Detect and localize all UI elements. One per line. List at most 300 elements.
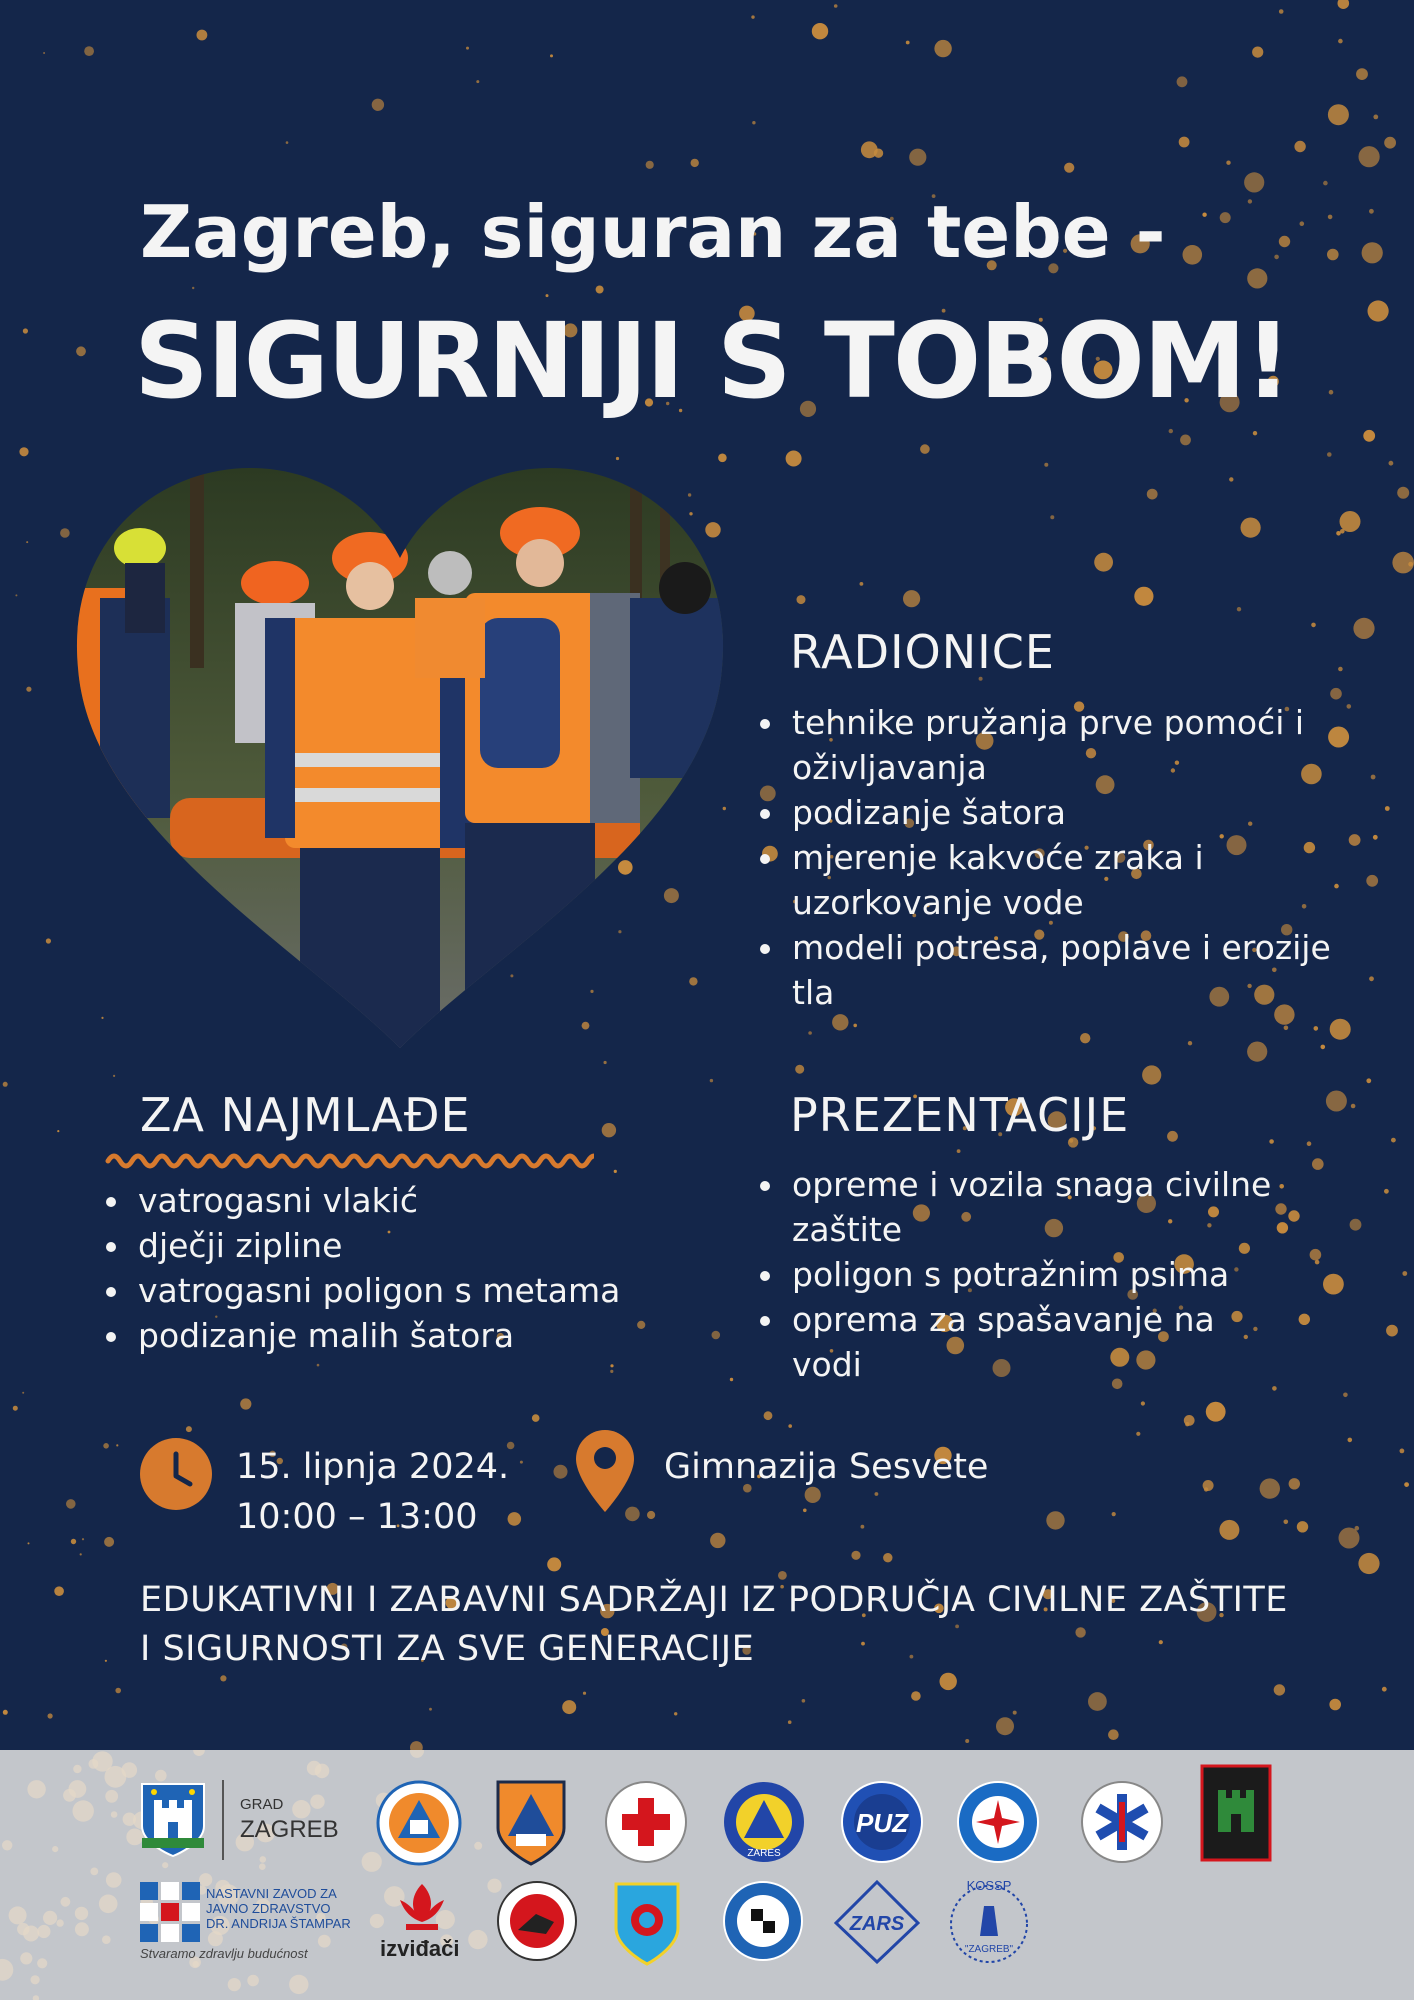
decorative-dot xyxy=(1188,1041,1192,1045)
institute-line: NASTAVNI ZAVOD ZA xyxy=(206,1886,337,1901)
decorative-dot xyxy=(861,1525,865,1529)
zars-text: ZARS xyxy=(849,1913,905,1935)
decorative-dot xyxy=(1366,1078,1371,1083)
decorative-dot xyxy=(1204,1487,1208,1491)
decorative-dot xyxy=(1252,47,1263,58)
list-item: tehnike pružanja prve pomoći i oživljavanja xyxy=(758,700,1338,790)
decorative-dot xyxy=(1338,667,1343,672)
civilna-zastita-zagreb-icon xyxy=(376,1780,462,1866)
decorative-dot xyxy=(199,1873,212,1886)
decorative-dot xyxy=(30,1975,39,1984)
list-item: podizanje malih šatora xyxy=(104,1313,704,1358)
decorative-dot xyxy=(1312,1158,1324,1170)
decorative-dot xyxy=(906,41,910,45)
decorative-dot xyxy=(33,1995,39,2000)
decorative-dot xyxy=(1274,255,1279,260)
kossp-logo-icon xyxy=(944,1876,1034,1966)
decorative-dot xyxy=(26,541,28,543)
decorative-dot xyxy=(1088,1692,1107,1711)
decorative-dot xyxy=(89,1759,99,1769)
decorative-dot xyxy=(1279,9,1284,14)
decorative-dot xyxy=(834,4,838,8)
decorative-dot xyxy=(1241,518,1261,538)
decorative-dot xyxy=(1206,1402,1226,1422)
decorative-dot xyxy=(1288,1210,1299,1221)
grad-label: GRAD xyxy=(240,1796,284,1813)
izvidaci-label: izviđači xyxy=(380,1936,460,1961)
decorative-dot xyxy=(1404,1482,1409,1487)
decorative-dot xyxy=(286,141,289,144)
decorative-dot xyxy=(712,1331,721,1340)
decorative-dot xyxy=(802,1699,806,1703)
tagline: EDUKATIVNI I ZABAVNI SADRŽAJI IZ PODRUČJA CIVILNE ZAŠTITE I SIGURNOSTI ZA SVE GENERACIJE xyxy=(140,1580,1288,1669)
decorative-dot xyxy=(546,294,549,297)
decorative-dot xyxy=(52,1846,58,1852)
decorative-dot xyxy=(56,1919,63,1926)
decorative-dot xyxy=(315,1764,330,1779)
decorative-dot xyxy=(583,1692,586,1695)
decorative-dot xyxy=(1402,1271,1407,1276)
decorative-dot xyxy=(105,1660,107,1662)
decorative-dot xyxy=(37,1925,50,1938)
list-item: modeli potresa, poplave i erozije tla xyxy=(758,925,1338,1015)
decorative-dot xyxy=(3,1082,8,1087)
search-dogs-icon xyxy=(496,1880,578,1962)
scouts-lily-icon xyxy=(396,1882,448,1934)
decorative-dot xyxy=(1362,242,1383,263)
decorative-dot xyxy=(909,149,926,166)
decorative-dot xyxy=(23,1926,39,1942)
decorative-dot xyxy=(1284,1520,1289,1525)
decorative-dot xyxy=(797,595,806,604)
decorative-dot xyxy=(1299,1314,1310,1325)
decorative-dot xyxy=(752,121,755,124)
decorative-dot xyxy=(1307,1141,1312,1146)
decorative-dot xyxy=(1311,623,1316,628)
decorative-dot xyxy=(466,47,469,50)
decorative-dot xyxy=(1329,390,1334,395)
decorative-dot xyxy=(155,1770,167,1782)
zares-logo-icon xyxy=(722,1780,806,1864)
decorative-dot xyxy=(547,1557,561,1571)
decorative-dot xyxy=(1371,775,1376,780)
decorative-dot xyxy=(73,1765,81,1773)
decorative-dot xyxy=(853,1024,857,1028)
decorative-dot xyxy=(730,1378,733,1381)
decorative-dot xyxy=(1177,76,1188,87)
decorative-dot xyxy=(1368,300,1389,321)
decorative-dot xyxy=(1339,1528,1360,1549)
headline-line-2: SIGURNIJI S TOBOM! xyxy=(134,300,1290,422)
decorative-dot xyxy=(1366,875,1378,887)
decorative-dot xyxy=(476,80,479,83)
decorative-dot xyxy=(764,1411,773,1420)
decorative-dot xyxy=(1247,1042,1267,1062)
decorative-dot xyxy=(851,1551,860,1560)
decorative-dot xyxy=(1136,1432,1140,1436)
emergency-medicine-icon xyxy=(1080,1780,1164,1864)
decorative-dot xyxy=(1180,435,1191,446)
decorative-dot xyxy=(554,1465,568,1479)
mountain-rescue-icon xyxy=(956,1780,1040,1864)
decorative-dot xyxy=(1359,146,1380,167)
puz-logo-icon xyxy=(840,1780,924,1864)
prezentacije-list xyxy=(758,1162,1278,1387)
radionice-list xyxy=(758,700,1338,1015)
decorative-dot xyxy=(1179,137,1190,148)
decorative-dot xyxy=(1141,1401,1145,1405)
decorative-dot xyxy=(71,1539,76,1544)
clock-icon xyxy=(138,1436,214,1512)
headline-line-1: Zagreb, siguran za tebe - xyxy=(140,190,1166,274)
list-item: mjerenje kakvoće zraka i uzorkovanje vode xyxy=(758,835,1338,925)
decorative-dot xyxy=(228,1978,241,1991)
decorative-dot xyxy=(1330,688,1342,700)
decorative-dot xyxy=(162,1862,168,1868)
decorative-dot xyxy=(1373,835,1378,840)
decorative-dot xyxy=(1358,1553,1379,1574)
decorative-dot xyxy=(27,1780,45,1798)
list-item: vatrogasni vlakić xyxy=(104,1178,704,1223)
engineering-center-icon xyxy=(722,1880,804,1962)
decorative-dot xyxy=(370,1914,384,1928)
decorative-dot xyxy=(1169,429,1173,433)
prezentacije-title: PREZENTACIJE xyxy=(790,1088,1130,1142)
decorative-dot xyxy=(372,99,384,111)
sponsor-footer xyxy=(0,1750,1414,2000)
decorative-dot xyxy=(1343,1393,1348,1398)
public-health-institute-icon xyxy=(140,1882,200,1942)
decorative-dot xyxy=(410,1741,423,1750)
institute-line: DR. ANDRIJA ŠTAMPAR xyxy=(206,1916,351,1931)
decorative-dot xyxy=(616,457,619,460)
decorative-dot xyxy=(1369,209,1374,214)
decorative-dot xyxy=(1328,215,1333,220)
decorative-dot xyxy=(1108,1729,1119,1740)
fire-brigade-icon xyxy=(1200,1764,1272,1862)
decorative-dot xyxy=(15,594,17,596)
decorative-dot xyxy=(1397,487,1409,499)
decorative-dot xyxy=(186,1426,192,1432)
zares-text: ZARES xyxy=(747,1848,781,1859)
decorative-dot xyxy=(786,451,802,467)
decorative-dot xyxy=(1184,1415,1195,1426)
decorative-dot xyxy=(1338,0,1350,9)
decorative-dot xyxy=(37,1958,47,1968)
decorative-dot xyxy=(1326,1091,1347,1112)
decorative-dot xyxy=(22,1392,24,1394)
decorative-dot xyxy=(1050,515,1054,519)
decorative-dot xyxy=(1244,172,1264,192)
list-item: dječji zipline xyxy=(104,1223,704,1268)
decorative-dot xyxy=(1392,552,1414,574)
decorative-dot xyxy=(310,1795,324,1809)
decorative-dot xyxy=(0,1959,13,1981)
institute-line: JAVNO ZDRAVSTVO xyxy=(206,1901,331,1916)
decorative-dot xyxy=(610,1370,613,1373)
decorative-dot xyxy=(1044,463,1048,467)
decorative-dot xyxy=(718,454,727,463)
decorative-dot xyxy=(111,1811,118,1818)
decorative-dot xyxy=(1373,115,1378,120)
wavy-underline xyxy=(104,1148,594,1174)
decorative-dot xyxy=(1300,221,1305,226)
decorative-dot xyxy=(197,30,208,41)
decorative-dot xyxy=(60,528,70,538)
decorative-dot xyxy=(1289,1478,1300,1489)
decorative-dot xyxy=(1112,1512,1116,1516)
red-cross-icon xyxy=(604,1780,688,1864)
kossp-text: KOSSP xyxy=(966,1878,1012,1893)
decorative-dot xyxy=(795,1065,804,1074)
decorative-dot xyxy=(1226,161,1230,165)
decorative-dot xyxy=(73,1800,94,1821)
decorative-dot xyxy=(317,1364,320,1367)
decorative-dot xyxy=(934,40,951,57)
decorative-dot xyxy=(874,149,883,158)
decorative-dot xyxy=(80,1553,82,1555)
decorative-dot xyxy=(1219,1520,1239,1540)
decorative-dot xyxy=(82,1538,84,1540)
zars-logo-icon xyxy=(834,1880,920,1964)
decorative-dot xyxy=(1355,1526,1360,1531)
decorative-dot xyxy=(1323,1274,1344,1295)
decorative-dot xyxy=(1328,104,1349,125)
decorative-dot xyxy=(1247,268,1267,288)
decorative-dot xyxy=(610,1364,613,1367)
decorative-dot xyxy=(1369,976,1374,981)
decorative-dot xyxy=(1248,199,1252,203)
decorative-dot xyxy=(1279,236,1290,247)
decorative-dot xyxy=(1391,1138,1396,1143)
heart-photo xyxy=(70,468,730,1048)
decorative-dot xyxy=(57,1130,59,1132)
decorative-dot xyxy=(1294,141,1305,152)
decorative-dot xyxy=(259,1863,266,1870)
decorative-dot xyxy=(115,1688,121,1694)
najmlade-list xyxy=(104,1178,704,1358)
decorative-dot xyxy=(260,1856,267,1863)
decorative-dot xyxy=(1386,1325,1398,1337)
event-date: 15. lipnja 2024. xyxy=(236,1447,510,1487)
decorative-dot xyxy=(1167,1131,1178,1142)
decorative-dot xyxy=(1080,1033,1090,1043)
decorative-dot xyxy=(19,447,28,456)
decorative-dot xyxy=(860,582,864,586)
institute-name xyxy=(206,1886,351,1931)
decorative-dot xyxy=(220,1675,226,1681)
event-location: Gimnazija Sesvete xyxy=(664,1447,989,1487)
decorative-dot xyxy=(468,1930,487,1949)
decorative-dot xyxy=(1353,618,1374,639)
institute-slogan: Stvaramo zdravlju budućnost xyxy=(140,1946,308,1961)
decorative-dot xyxy=(66,1499,76,1509)
decorative-dot xyxy=(105,1790,118,1803)
decorative-dot xyxy=(1384,137,1396,149)
decorative-dot xyxy=(1330,1019,1351,1040)
decorative-dot xyxy=(832,1014,848,1030)
decorative-dot xyxy=(1385,806,1390,811)
decorative-dot xyxy=(550,54,553,57)
decorative-dot xyxy=(875,1492,879,1496)
decorative-dot xyxy=(883,1553,892,1562)
decorative-dot xyxy=(788,1424,792,1428)
decorative-dot xyxy=(3,1710,8,1715)
decorative-dot xyxy=(474,1842,482,1850)
decorative-dot xyxy=(1013,1711,1017,1715)
decorative-dot xyxy=(965,1739,969,1743)
decorative-dot xyxy=(102,1935,111,1944)
decorative-dot xyxy=(75,1907,88,1920)
decorative-dot xyxy=(1323,181,1328,186)
decorative-dot xyxy=(812,23,828,39)
decorative-dot xyxy=(1329,1699,1341,1711)
decorative-dot xyxy=(1327,452,1332,457)
decorative-dot xyxy=(1094,553,1113,572)
decorative-dot xyxy=(48,1713,53,1718)
decorative-dot xyxy=(803,1509,807,1513)
kossp-sub-text: "ZAGREB" xyxy=(964,1944,1014,1955)
decorative-dot xyxy=(996,1717,1014,1735)
decorative-dot xyxy=(90,1868,98,1876)
list-item: poligon s potražnim psima xyxy=(758,1252,1278,1297)
decorative-dot xyxy=(562,1700,576,1714)
decorative-dot xyxy=(1310,1249,1322,1261)
decorative-dot xyxy=(84,46,94,56)
decorative-dot xyxy=(240,1398,251,1409)
decorative-dot xyxy=(604,1061,607,1064)
decorative-dot xyxy=(602,1123,616,1137)
decorative-dot xyxy=(61,1897,71,1907)
decorative-dot xyxy=(957,1149,961,1153)
decorative-dot xyxy=(75,1922,89,1936)
list-item: opreme i vozila snaga civilne zaštite xyxy=(758,1162,1278,1252)
decorative-dot xyxy=(1315,1260,1320,1265)
decorative-dot xyxy=(1284,1026,1289,1031)
decorative-dot xyxy=(99,1895,118,1914)
decorative-dot xyxy=(106,1872,122,1888)
decorative-dot xyxy=(710,1533,725,1548)
decorative-dot xyxy=(1350,1219,1362,1231)
event-time: 10:00 – 13:00 xyxy=(236,1497,478,1537)
decorative-dot xyxy=(43,52,45,54)
decorative-dot xyxy=(1314,1026,1319,1031)
decorative-dot xyxy=(318,1935,331,1948)
decorative-dot xyxy=(674,1712,677,1715)
decorative-dot xyxy=(532,1414,540,1422)
decorative-dot xyxy=(105,1766,127,1788)
decorative-dot xyxy=(116,1444,118,1446)
decorative-dot xyxy=(9,1906,27,1924)
decorative-dot xyxy=(1336,531,1341,536)
decorative-dot xyxy=(1297,1521,1308,1532)
decorative-dot xyxy=(1349,834,1361,846)
decorative-dot xyxy=(1382,1687,1387,1692)
decorative-dot xyxy=(911,1691,921,1701)
najmlade-title: ZA NAJMLAĐE xyxy=(140,1088,471,1142)
decorative-dot xyxy=(614,1170,617,1173)
decorative-dot xyxy=(1348,1438,1353,1443)
decorative-dot xyxy=(1147,489,1158,500)
decorative-dot xyxy=(646,161,654,169)
decorative-dot xyxy=(20,1952,32,1964)
list-item: oprema za spašavanje na vodi xyxy=(758,1297,1278,1387)
list-item: podizanje šatora xyxy=(758,790,1338,835)
decorative-dot xyxy=(903,590,920,607)
decorative-dot xyxy=(1356,68,1368,80)
decorative-dot xyxy=(508,1512,522,1526)
decorative-dot xyxy=(1340,511,1361,532)
decorative-dot xyxy=(1220,212,1231,223)
decorative-dot xyxy=(69,1780,87,1798)
decorative-dot xyxy=(13,1406,18,1411)
decorative-dot xyxy=(751,15,754,18)
decorative-dot xyxy=(289,1975,308,1994)
zagreb-coat-of-arms-icon xyxy=(140,1782,206,1858)
decorative-dot xyxy=(710,1079,713,1082)
decorative-dot xyxy=(1400,1449,1405,1454)
decorative-dot xyxy=(1202,213,1206,217)
zagreb-label: ZAGREB xyxy=(240,1816,339,1843)
decorative-dot xyxy=(46,938,51,943)
decorative-dot xyxy=(54,1586,64,1596)
decorative-dot xyxy=(520,1461,523,1464)
decorative-dot xyxy=(1321,1045,1326,1050)
decorative-dot xyxy=(1279,1184,1284,1189)
decorative-dot xyxy=(940,1673,957,1690)
decorative-dot xyxy=(1142,1065,1161,1084)
decorative-dot xyxy=(1351,1104,1356,1109)
decorative-dot xyxy=(1363,430,1375,442)
decorative-dot xyxy=(1389,461,1394,466)
decorative-dot xyxy=(193,1750,205,1756)
decorative-dot xyxy=(103,1443,109,1449)
decorative-dot xyxy=(1277,1222,1288,1233)
decorative-dot xyxy=(1260,1478,1280,1498)
decorative-dot xyxy=(26,687,31,692)
water-rescue-icon xyxy=(612,1880,682,1966)
puz-text: PUZ xyxy=(856,1808,908,1838)
civilna-zastita-mup-icon xyxy=(494,1778,568,1868)
decorative-dot xyxy=(43,1911,57,1925)
decorative-dot xyxy=(104,1537,114,1547)
decorative-dot xyxy=(808,1031,812,1035)
decorative-dot xyxy=(23,328,28,333)
decorative-dot xyxy=(1327,249,1339,261)
decorative-dot xyxy=(247,1975,259,1987)
decorative-dot xyxy=(920,444,930,454)
decorative-dot xyxy=(1046,1511,1064,1529)
decorative-dot xyxy=(1253,431,1257,435)
decorative-dot xyxy=(429,1708,432,1711)
decorative-dot xyxy=(1269,1139,1274,1144)
divider xyxy=(222,1780,224,1860)
decorative-dot xyxy=(1134,587,1153,606)
decorative-dot xyxy=(1274,1684,1285,1695)
decorative-dot xyxy=(647,1511,655,1519)
decorative-dot xyxy=(1384,1189,1389,1194)
decorative-dot xyxy=(788,1720,792,1724)
decorative-dot xyxy=(596,286,604,294)
radionice-title: RADIONICE xyxy=(790,625,1055,679)
decorative-dot xyxy=(1347,704,1352,709)
decorative-dot xyxy=(1183,245,1203,265)
decorative-dot xyxy=(28,1542,30,1544)
list-item: vatrogasni poligon s metama xyxy=(104,1268,704,1313)
decorative-dot xyxy=(1064,163,1074,173)
decorative-dot xyxy=(410,1750,424,1758)
location-pin-icon xyxy=(574,1428,636,1514)
